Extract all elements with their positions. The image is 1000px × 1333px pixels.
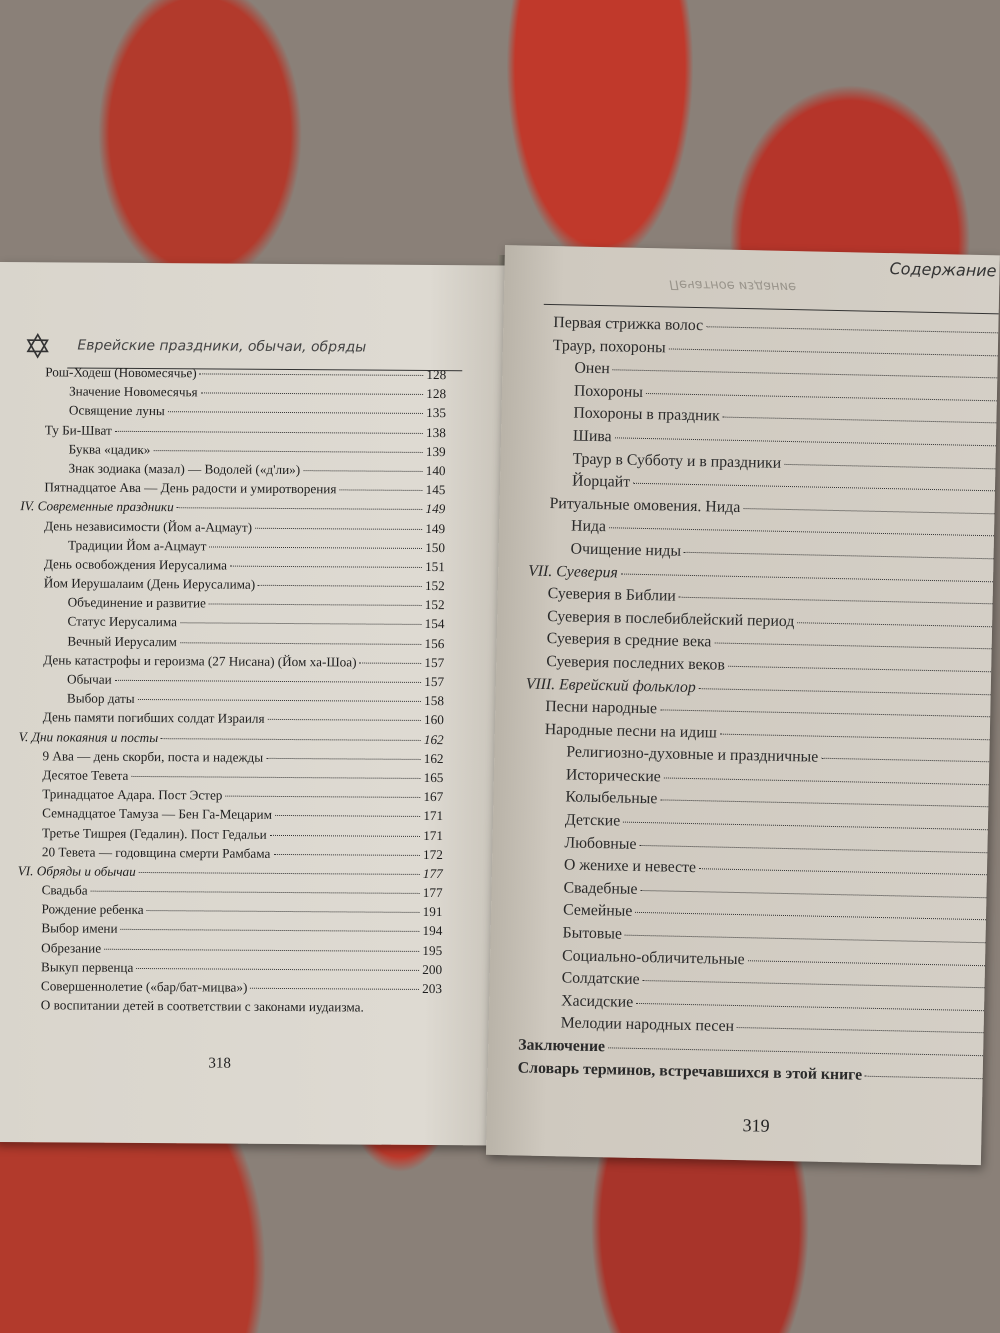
toc-entry-title: Буква «цадик»: [68, 441, 151, 457]
show-through-text: Печатное издание: [669, 276, 797, 295]
dot-leader: [131, 776, 420, 779]
dot-leader: [646, 393, 999, 401]
running-header-title: Еврейские праздники, обычаи, обряды: [77, 337, 367, 356]
dot-leader: [660, 800, 990, 808]
toc-entry-title: Статус Иерусалима: [67, 613, 178, 630]
toc-entry-title: Религиозно-духовные и праздничные: [566, 743, 819, 766]
toc-entry-title: Очищение ниды: [570, 540, 682, 560]
toc-entry-page: 138: [425, 424, 446, 440]
toc-entry-title: Вечный Иерусалим: [67, 633, 178, 649]
toc-entry-title: Обычаи: [67, 671, 112, 687]
dot-leader: [621, 573, 995, 582]
dot-leader: [636, 1003, 986, 1011]
dot-leader: [679, 597, 995, 605]
dot-leader: [608, 1047, 985, 1056]
toc-entry-page: 177: [422, 865, 443, 881]
toc-entry-page: 160: [423, 712, 444, 728]
toc-entry: [17, 997, 442, 1019]
toc-entry-page: 128: [426, 386, 447, 402]
toc-entry-page: 152: [424, 597, 445, 613]
dot-leader: [266, 758, 421, 760]
toc-entry-title: Ту Би-Шват: [44, 421, 112, 438]
toc-entry-title: Семнадцатое Тамуза — Бен Га-Мецарим: [42, 805, 273, 823]
dot-leader: [168, 412, 423, 415]
toc-entry-title: Социально-обличительные: [561, 946, 745, 968]
toc-entry-title: Суеверия в средние века: [546, 630, 712, 651]
toc-entry-page: 149: [425, 520, 446, 536]
toc-entry-page: 194: [422, 923, 443, 939]
toc-entry-title: Выбор имени: [41, 920, 118, 937]
toc-entry-title: Традиции Йом а-Ацмаут: [67, 537, 207, 554]
dot-leader: [161, 738, 421, 741]
toc-entry-title: 20 Тевета — годовщина смерти Рамбама: [41, 843, 271, 861]
toc-entry-title: Совершеннолетие («бар/бат-мицва»): [40, 978, 248, 995]
toc-entry-title: IV. Современные праздники: [20, 498, 174, 515]
running-header-right: Содержание: [889, 259, 997, 281]
toc-entry-title: Первая стрижка волос: [553, 314, 704, 335]
toc-entry-title: Рош-Ходеш (Новомесячье): [45, 364, 197, 381]
toc-entry-title: Значение Новомесячья: [69, 383, 198, 400]
toc-entry-title: О женихе и невесте: [563, 856, 697, 877]
dot-leader: [699, 688, 993, 695]
dot-leader: [784, 463, 997, 468]
toc-entry-page: 139: [425, 443, 446, 459]
dot-leader: [209, 604, 422, 606]
toc-entry-page: 195: [422, 942, 443, 958]
toc-entry-title: Суеверия в Библии: [547, 585, 677, 605]
toc-entry-title: Тринадцатое Адара. Пост Эстер: [42, 786, 223, 803]
toc-entry-page: 177: [422, 885, 443, 901]
dot-leader: [139, 872, 420, 875]
toc-entry-title: Йорцайт: [571, 472, 631, 491]
toc-entry-page: 162: [423, 731, 444, 747]
toc-entry-page: 191: [422, 904, 443, 920]
toc-entry-title: Освящение луны: [68, 402, 165, 419]
toc-entry-title: Похороны: [573, 382, 644, 401]
dot-leader: [209, 546, 422, 548]
toc-entry-page: 149: [425, 501, 446, 517]
dot-leader: [136, 968, 419, 971]
toc-entry-title: День независимости (Йом а-Ацмаут): [44, 517, 253, 535]
toc-entry-page: 140: [425, 462, 446, 479]
dot-leader: [669, 348, 1000, 356]
dot-leader: [821, 758, 991, 763]
dot-leader: [660, 709, 992, 717]
toc-entry-page: 128: [426, 366, 447, 383]
dot-leader: [664, 777, 991, 785]
right-page: [486, 245, 1000, 1165]
toc-entry-title: Объединение и развитие: [67, 594, 207, 611]
dot-leader: [303, 470, 423, 472]
dot-leader: [623, 822, 990, 831]
toc-entry-page: 162: [423, 750, 444, 766]
toc-entry-title: О воспитании детей в соответствии с законами иудаизма.: [40, 997, 364, 1015]
dot-leader: [339, 490, 422, 492]
dot-leader: [201, 393, 424, 396]
dot-leader: [635, 912, 988, 920]
toc-entry-page: 165: [423, 769, 444, 786]
toc-entry-title: Колыбельные: [565, 788, 658, 808]
toc-entry-page: 150: [425, 539, 446, 555]
toc-entry-title: Песни народные: [545, 698, 658, 718]
toc-entry-title: Десятое Тевета: [42, 767, 129, 783]
dot-leader: [748, 960, 987, 966]
toc-entry-page: 200: [422, 961, 443, 977]
toc-entry-title: День освобождения Иерусалима: [43, 556, 228, 573]
toc-entry-page: 172: [423, 846, 443, 862]
dot-leader: [138, 699, 422, 702]
toc-entry-title: Нида: [570, 517, 607, 536]
toc-entry-title: Хасидские: [561, 992, 634, 1011]
dot-leader: [273, 854, 420, 856]
toc-list-left: [17, 364, 447, 1019]
toc-entry-title: Рождение ребенка: [41, 901, 144, 918]
dot-leader: [609, 528, 996, 537]
dot-leader: [115, 680, 422, 683]
toc-entry-title: Обрезание: [41, 939, 102, 956]
dot-leader: [633, 483, 997, 492]
toc-entry-title: Знак зодиака (мазал) — Водолей («д'ли»): [68, 460, 301, 478]
toc-entry-title: День катастрофы и героизма (27 Нисана) (Йом ха-Шоа): [43, 652, 357, 670]
dot-leader: [625, 935, 988, 944]
dot-leader: [230, 565, 422, 567]
toc-entry-page: 203: [422, 980, 442, 997]
dot-leader: [153, 450, 422, 453]
toc-entry-title: VIII. Еврейский фольклор: [525, 675, 696, 696]
toc-entry-title: Пятнадцатое Ава — День радости и умиротворения: [44, 479, 337, 497]
dot-leader: [225, 796, 420, 798]
toc-entry-title: Бытовые: [562, 924, 623, 943]
dot-leader: [275, 815, 420, 817]
toc-entry-title: Выбор даты: [66, 690, 135, 707]
dot-leader: [684, 552, 996, 560]
dot-leader: [706, 326, 1000, 333]
dot-leader: [360, 662, 422, 663]
toc-entry-page: 151: [425, 558, 445, 574]
toc-entry-page: 171: [423, 808, 444, 824]
toc-entry-page: 156: [424, 635, 445, 651]
toc-entry-page: 152: [424, 578, 445, 594]
left-page: [0, 262, 505, 1146]
toc-entry-title: Любовные: [564, 834, 637, 853]
toc-entry-title: Семейные: [562, 901, 633, 921]
dot-leader: [180, 623, 422, 626]
toc-entry-title: Исторические: [565, 766, 661, 786]
toc-entry-title: Похороны в праздник: [573, 404, 720, 425]
toc-entry-page: 171: [423, 827, 444, 843]
toc-entry-title: Словарь терминов, встречавшихся в этой книге: [517, 1059, 863, 1084]
toc-entry-title: Солдатские: [561, 969, 640, 989]
star-of-david-icon: ✡: [23, 329, 53, 367]
toc-entry-page: 158: [424, 693, 444, 709]
toc-entry-page: 157: [424, 673, 445, 690]
header-rule: [544, 304, 1000, 315]
dot-leader: [720, 733, 992, 740]
toc-entry-title: Шива: [572, 427, 612, 446]
dot-leader: [270, 834, 421, 836]
dot-leader: [115, 430, 423, 433]
toc-entry-title: Мелодии народных песен: [560, 1014, 735, 1036]
dot-leader: [200, 373, 424, 376]
toc-entry-title: Народные песни на идиш: [544, 720, 718, 742]
dot-leader: [737, 1027, 986, 1033]
toc-entry-title: VII. Суеверия: [528, 562, 618, 581]
dot-leader: [177, 508, 423, 511]
dot-leader: [250, 988, 419, 990]
toc-entry-title: Детские: [564, 811, 621, 830]
dot-leader: [728, 666, 993, 673]
dot-leader: [147, 910, 420, 913]
dot-leader: [640, 890, 988, 898]
dot-leader: [268, 719, 421, 721]
dot-leader: [865, 1075, 985, 1079]
toc-entry-page: 135: [426, 405, 447, 421]
toc-entry-title: Заключение: [518, 1036, 606, 1056]
page-number-right: 319: [742, 1115, 770, 1136]
toc-entry-title: VI. Обряды и обычаи: [17, 863, 136, 879]
dot-leader: [121, 929, 420, 932]
toc-entry-title: Суеверия в послебиблейский период: [547, 607, 795, 630]
toc-entry-title: Третье Тишрея (Гедалин). Пост Гедальи: [41, 824, 267, 842]
dot-leader: [723, 417, 999, 424]
toc-entry-title: Суеверия последних веков: [546, 652, 726, 674]
dot-leader: [613, 369, 1000, 378]
dot-leader: [643, 980, 987, 988]
dot-leader: [258, 585, 422, 587]
toc-entry-title: Выкуп первенца: [41, 959, 134, 975]
toc-entry-title: V. Дни покаяния и посты: [18, 728, 159, 745]
toc-entry-title: Ритуальные омовения. Нида: [549, 494, 741, 516]
page-number-left: 318: [208, 1055, 231, 1072]
dot-leader: [639, 845, 989, 853]
dot-leader: [714, 643, 993, 650]
dot-leader: [104, 948, 419, 951]
dot-leader: [699, 868, 989, 875]
toc-entry-title: Свадебные: [563, 879, 638, 898]
dot-leader: [797, 622, 994, 627]
toc-entry-page: 167: [423, 789, 444, 805]
toc-entry-page: 154: [424, 616, 445, 632]
toc-entry-title: День памяти погибших солдат Израиля: [42, 709, 265, 727]
toc-entry-page: 157: [424, 654, 445, 670]
dot-leader: [180, 642, 422, 645]
toc-entry-page: 145: [425, 482, 446, 498]
toc-entry-title: Йом Иерушалаим (День Иерусалима): [43, 575, 256, 592]
toc-entry-title: 9 Ава — день скорби, поста и надежды: [42, 748, 264, 765]
toc-list-right: [517, 314, 999, 1092]
dot-leader: [255, 527, 422, 529]
toc-entry-title: Онен: [574, 359, 610, 378]
dot-leader: [91, 891, 420, 894]
dot-leader: [367, 1009, 439, 1010]
dot-leader: [615, 437, 998, 446]
dot-leader: [743, 508, 996, 514]
toc-entry-title: Траур, похороны: [552, 336, 666, 356]
toc-entry-title: Свадьба: [41, 882, 88, 898]
toc-entry-title: Траур в Субботу и в праздники: [572, 450, 782, 472]
